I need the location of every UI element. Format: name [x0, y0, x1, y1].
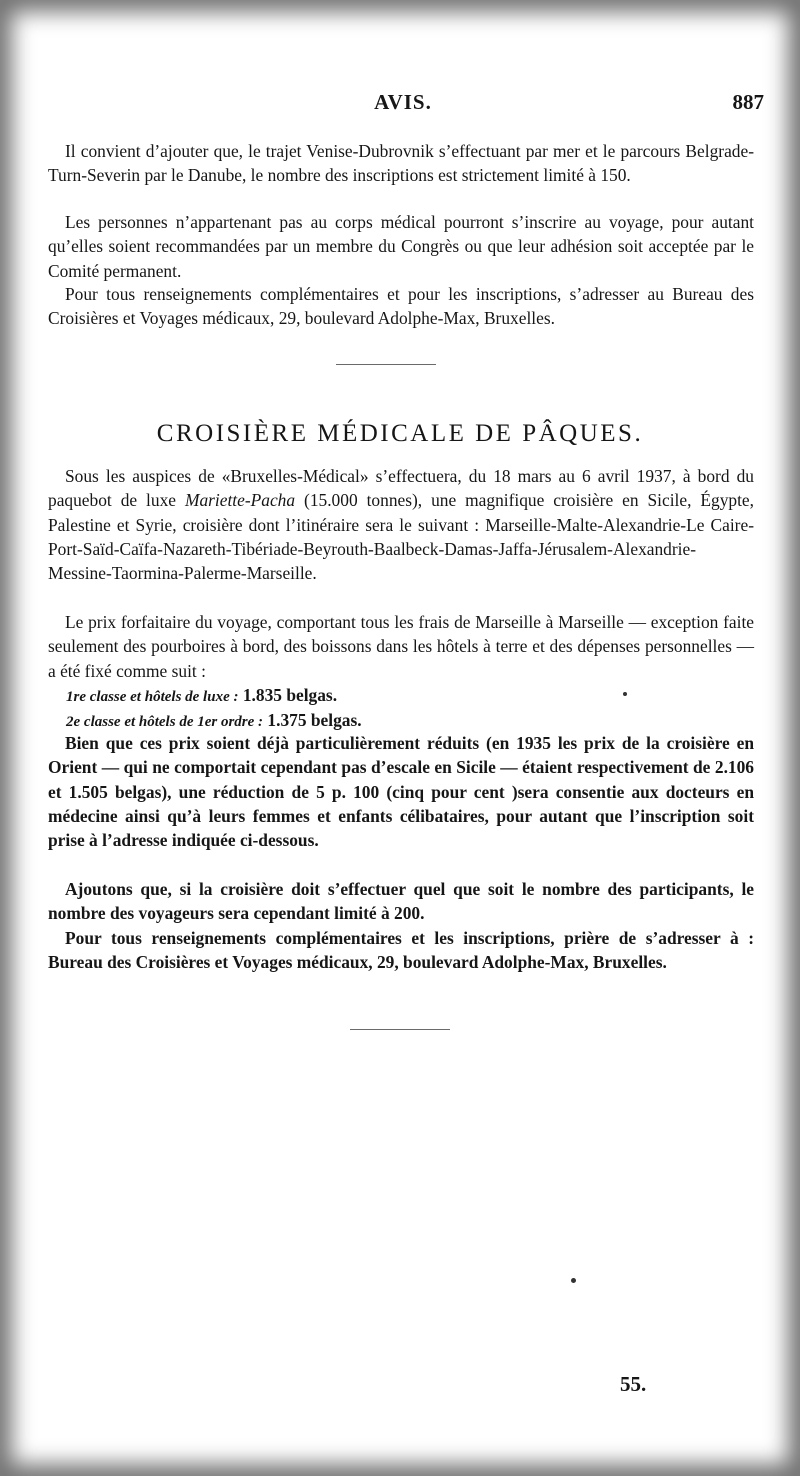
price-value-first-class: 1.835 belgas.	[242, 685, 338, 705]
footer-number: 55.	[620, 1372, 647, 1396]
ship-name: Mariette-Pacha	[184, 490, 296, 511]
page-header	[42, 90, 764, 118]
ink-speck	[571, 1278, 576, 1283]
cruise-paragraph-1	[48, 464, 754, 585]
price-value-second-class: 1.375 belgas.	[267, 710, 362, 730]
cruise-itinerary-text: (15.000 tonnes), une magnifique croisière en Sicile, Égypte, Palestine et Syrie, croisière dont l’itinéraire sera le suivant : Marseille-Malte-Alexandrie-Le Caire-Port-Saïd-Caïfa-Nazareth-Tibériade-Beyrouth-Baalbeck-Damas-Jaffa-Jérusalem-Alexandrie-Messine-Taormina-Palerme-Marseille.	[48, 490, 754, 584]
notice-paragraph-3: Pour tous renseignements complémentaires et pour les inscriptions, s’adresser au Bureau des Croisières et Voyages médicaux, 29, boulevard Adolphe-Max, Bruxelles.	[48, 284, 754, 329]
price-label-second-class: 2e classe et hôtels de 1er ordre :	[66, 714, 264, 730]
cruise-paragraph-5: Pour tous renseignements complémentaires et les inscriptions, prière de s’adresser à : Bureau des Croisières et Voyages médicaux, 29, boulevard Adolphe-Max, Bruxelles.	[48, 928, 754, 973]
cruise-paragraph-3: Bien que ces prix soient déjà particulièrement réduits (en 1935 les prix de la croisière en Orient — qui ne comportait cependant pas d’escale en Sicile — étaient respectivement de 2.106 et 1.505 belgas), une réduction de 5 p. 100 (cinq pour cent )sera consentie aux docteurs en médecine ainsi qu’à leurs femmes et enfants célibataires, pour autant que l’inscription soit prise à l’adresse indiquée ci-dessous.	[48, 733, 754, 851]
cruise-intro-text: Sous les auspices de «Bruxelles-Médical» s’effectuera, du 18 mars au 6 avril 1937, à bord du paquebot de luxe	[48, 466, 754, 511]
cruise-paragraph-4: Ajoutons que, si la croisière doit s’effectuer quel que soit le nombre des participants, le nombre des voyageurs sera cependant limité à 200.	[48, 879, 754, 924]
section-title: CROISIÈRE MÉDICALE DE PÂQUES.	[156, 420, 644, 447]
notice-paragraph-2: Les personnes n’appartenant pas au corps médical pourront s’inscrire au voyage, pour autant qu’elles soient recommandées par un membre du Congrès ou que leur adhésion soit acceptée par le Comité permanent.	[48, 212, 754, 281]
running-head: AVIS.	[374, 90, 432, 114]
page-number: 887	[732, 90, 764, 114]
section-divider	[336, 364, 436, 365]
cruise-paragraph-2: Le prix forfaitaire du voyage, comportant tous les frais de Marseille à Marseille — exception faite seulement des pourboires à bord, des boissons dans les hôtels à terre et des dépenses personnelles — a été fixé comme suit :	[48, 612, 754, 681]
price-label-first-class: 1re classe et hôtels de luxe :	[66, 689, 239, 705]
price-line-first-class	[66, 683, 337, 709]
end-divider	[350, 1029, 450, 1030]
notice-paragraph-1: Il convient d’ajouter que, le trajet Venise-Dubrovnik s’effectuant par mer et le parcours Belgrade-Turn-Severin par le Danube, le nombre des inscriptions est strictement limité à 150.	[48, 141, 754, 186]
ink-speck	[623, 692, 627, 696]
